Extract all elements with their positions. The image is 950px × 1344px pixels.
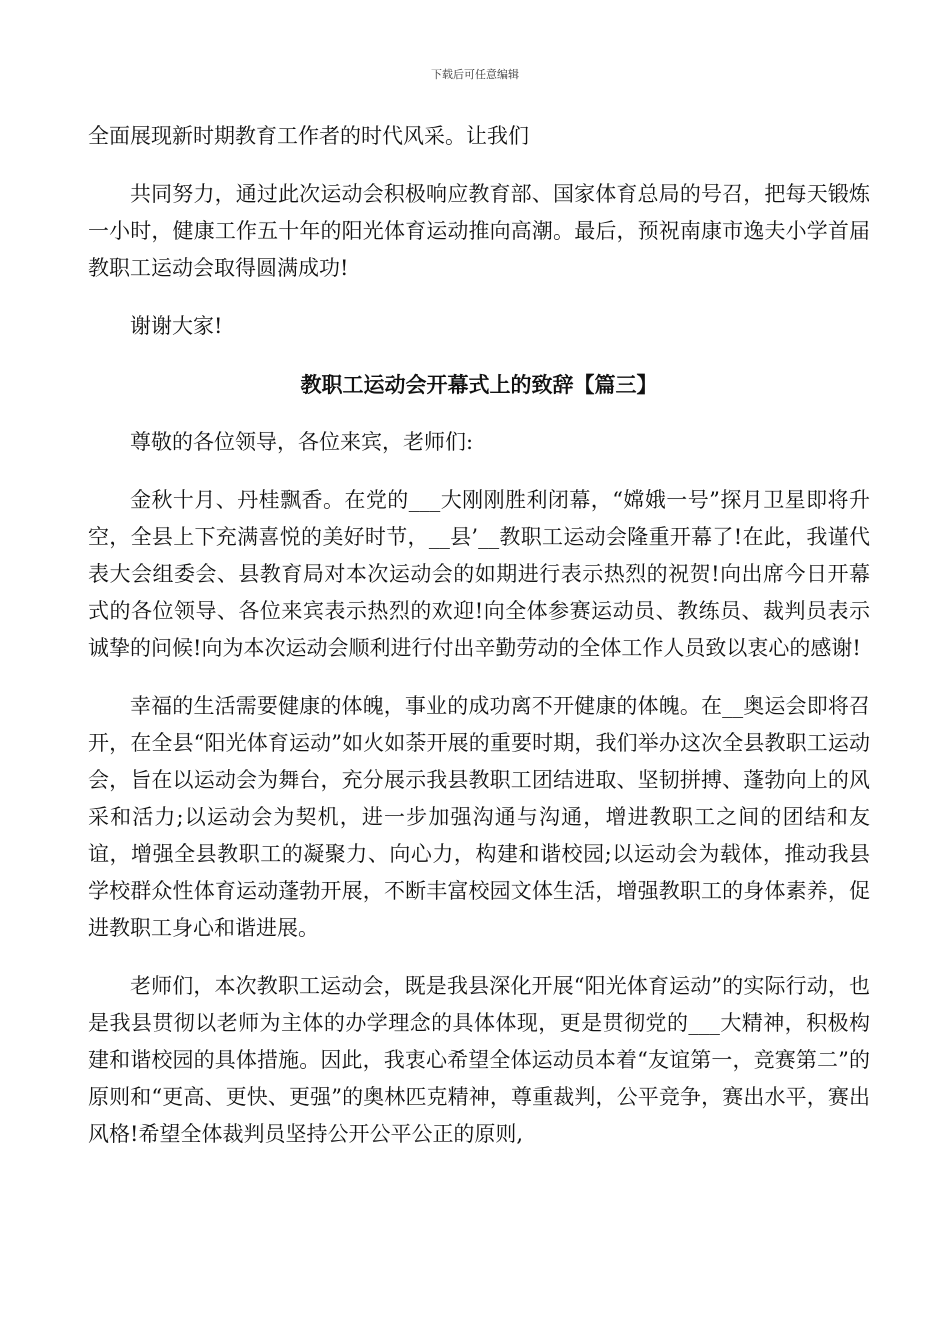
paragraph-closing-wish: 共同努力，通过此次运动会积极响应教育部、国家体育总局的号召，把每天锻炼一小时，健康工作五十年的阳光体育运动推向高潮。最后，预祝南康市逸夫小学首届教职工运动会取得圆满成功! <box>88 182 870 280</box>
section-title: 教职工运动会开幕式上的致辞【篇三】 <box>300 372 658 397</box>
paragraph-expectation: 老师们，本次教职工运动会，既是我县深化开展“阳光体育运动”的实际行动，也是我县贯彻以老师为主体的办学理念的具体体现，更是贯彻党的___大精神，积极构建和谐校园的具体措施。因此，我衷心希望全体运动员本着“友谊第一，竞赛第二”的原则和“更高、更快、更强”的奥林匹克精神，尊重裁判，公平竞争，赛出水平，赛出风格!希望全体裁判员坚持公开公平公正的原则, <box>88 974 870 1146</box>
paragraph-continuation: 全面展现新时期教育工作者的时代风采。让我们 <box>88 124 529 148</box>
document-body <box>88 118 870 1174</box>
page-header: 下载后可任意编辑 <box>431 68 519 81</box>
paragraph-thanks: 谢谢大家! <box>130 314 223 338</box>
paragraph-purpose: 幸福的生活需要健康的体魄，事业的成功离不开健康的体魄。在__奥运会即将召开，在全县“阳光体育运动”如火如荼开展的重要时期，我们举办这次全县教职工运动会，旨在以运动会为舞台，充分展示我县教职工团结进取、坚韧拼搏、蓬勃向上的风采和活力;以运动会为契机，进一步加强沟通与沟通，增进教职工之间的团结和友谊，增强全县教职工的凝聚力、向心力，构建和谐校园;以运动会为载体，推动我县学校群众性体育运动蓬勃开展，不断丰富校园文体生活，增强教职工的身体素养，促进教职工身心和谐进展。 <box>88 694 870 940</box>
paragraph-salutation: 尊敬的各位领导，各位来宾，老师们: <box>130 430 474 454</box>
paragraph-opening: 金秋十月、丹桂飘香。在党的___大刚刚胜利闭幕，“嫦娥一号”探月卫星即将升空，全县上下充满喜悦的美好时节，__县’__教职工运动会隆重开幕了!在此，我谨代表大会组委会、县教育局对本次运动会的如期进行表示热烈的祝贺!向出席今日开幕式的各位领导、各位来宾表示热烈的欢迎!向全体参赛运动员、教练员、裁判员表示诚挚的问候!向为本次运动会顺利进行付出辛勤劳动的全体工作人员致以衷心的感谢! <box>88 488 870 660</box>
